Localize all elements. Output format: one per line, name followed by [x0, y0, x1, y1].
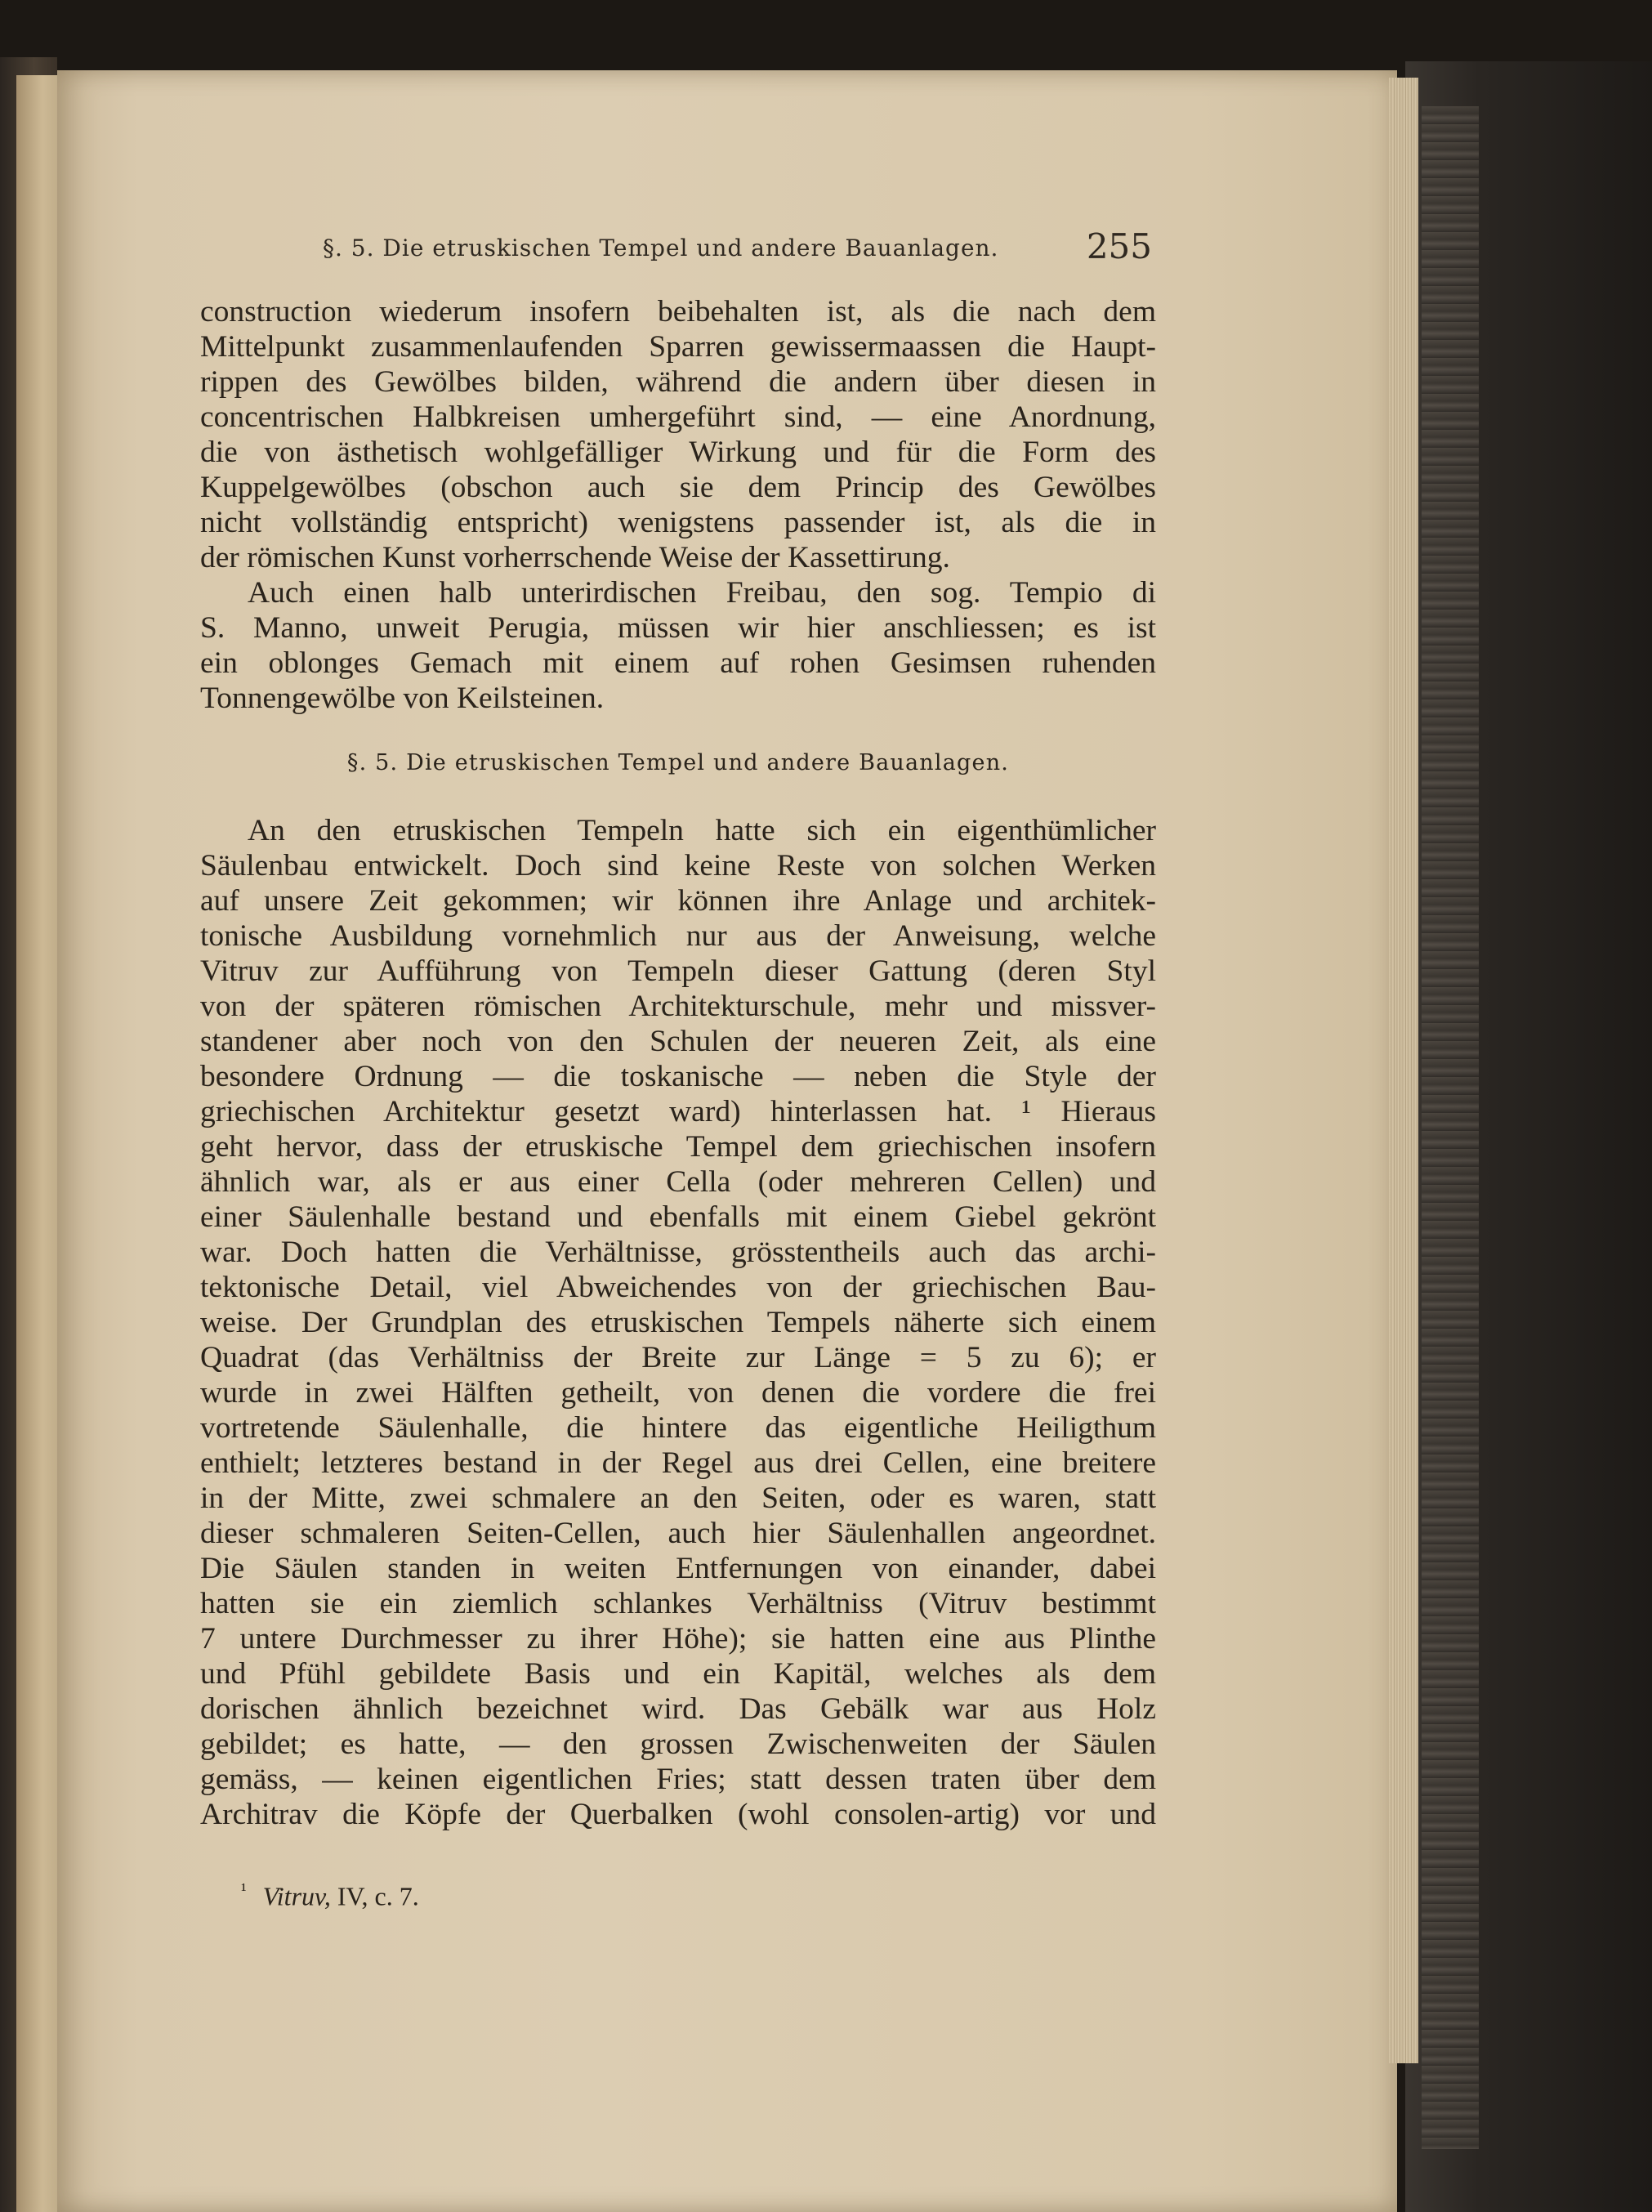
- text-line: auf unsere Zeit gekommen; wir können ihre Anlage und architek-: [200, 884, 1156, 918]
- text-line: und Pfühl gebildete Basis und ein Kapitäl, welches als dem: [200, 1657, 1156, 1691]
- text-line: weise. Der Grundplan des etruskischen Tempels näherte sich einem: [200, 1306, 1156, 1339]
- text-line: die von ästhetisch wohlgefälliger Wirkung und für die Form des: [200, 436, 1156, 469]
- text-line: gemäss, — keinen eigentlichen Fries; statt dessen traten über dem: [200, 1763, 1156, 1796]
- footnote-author: Vitruv,: [262, 1881, 331, 1911]
- paragraph-tempio: [200, 575, 1156, 716]
- footnote: [241, 1879, 419, 1912]
- paragraph-etruscan-temples: [200, 813, 1156, 1832]
- text-line: rippen des Gewölbes bilden, während die andern über diesen in: [200, 365, 1156, 399]
- text-line: Auch einen halb unterirdischen Freibau, den sog. Tempio di: [248, 576, 1156, 610]
- text-line: enthielt; letzteres bestand in der Regel aus drei Cellen, eine breitere: [200, 1446, 1156, 1480]
- text-line: S. Manno, unweit Perugia, müssen wir hier anschliessen; es ist: [200, 611, 1156, 645]
- text-line: vortretende Säulenhalle, die hintere das eigentliche Heiligthum: [200, 1411, 1156, 1445]
- text-line: einer Säulenhalle bestand und ebenfalls mit einem Giebel gekrönt: [200, 1200, 1156, 1234]
- body-text: [200, 294, 1156, 1832]
- text-line: geht hervor, dass der etruskische Tempel dem griechischen insofern: [200, 1130, 1156, 1164]
- text-line: griechischen Architektur gesetzt ward) hinterlassen hat. ¹ Hieraus: [200, 1095, 1156, 1128]
- text-line: concentrischen Halbkreisen umhergeführt sind, — eine Anordnung,: [200, 400, 1156, 434]
- text-line: An den etruskischen Tempeln hatte sich ein eigenthümlicher: [248, 814, 1156, 847]
- text-line: in der Mitte, zwei schmalere an den Seiten, oder es waren, statt: [200, 1481, 1156, 1515]
- text-line: tektonische Detail, viel Abweichendes von der griechischen Bau-: [200, 1271, 1156, 1304]
- text-line: wurde in zwei Hälften getheilt, von denen die vordere die frei: [200, 1376, 1156, 1410]
- text-line: ein oblonges Gemach mit einem auf rohen Gesimsen ruhenden: [200, 646, 1156, 680]
- text-line: Quadrat (das Verhältniss der Breite zur Länge = 5 zu 6); er: [200, 1341, 1156, 1374]
- text-line: besondere Ordnung — die toskanische — neben die Style der: [200, 1060, 1156, 1093]
- book-spine-edge: [1422, 106, 1479, 2149]
- text-line: nicht vollständig entspricht) wenigstens passender ist, als die in: [200, 506, 1156, 539]
- text-line: Tonnengewölbe von Keilsteinen.: [200, 681, 605, 715]
- text-line: Kuppelgewölbes (obschon auch sie dem Princip des Gewölbes: [200, 471, 1156, 504]
- running-head-title: §. 5. Die etruskischen Tempel und andere Bauanlagen.: [323, 235, 999, 261]
- text-line: construction wiederum insofern beibehalten ist, als die nach dem: [200, 295, 1156, 328]
- text-line: Die Säulen standen in weiten Entfernungen von einander, dabei: [200, 1552, 1156, 1585]
- footnote-mark: ¹: [241, 1879, 247, 1900]
- footnote-reference: IV, c. 7.: [337, 1881, 419, 1911]
- text-line: hatten sie ein ziemlich schlankes Verhältniss (Vitruv bestimmt: [200, 1587, 1156, 1620]
- page-stack-edges: [1389, 78, 1418, 2063]
- text-line: Mittelpunkt zusammenlaufenden Sparren gewissermaassen die Haupt-: [200, 330, 1156, 364]
- text-line: war. Doch hatten die Verhältnisse, grösstentheils auch das archi-: [200, 1236, 1156, 1269]
- text-line: Vitruv zur Aufführung von Tempeln dieser Gattung (deren Styl: [200, 954, 1156, 988]
- running-head: [323, 226, 1152, 267]
- text-line: 7 untere Durchmesser zu ihrer Höhe); sie hatten eine aus Plinthe: [200, 1622, 1156, 1656]
- text-line: gebildet; es hatte, — den grossen Zwischenweiten der Säulen: [200, 1727, 1156, 1761]
- text-line: von der späteren römischen Architekturschule, mehr und missver-: [200, 990, 1156, 1023]
- text-line: Architrav die Köpfe der Querbalken (wohl consolen-artig) vor und: [200, 1798, 1156, 1831]
- section-heading: §. 5. Die etruskischen Tempel und andere Bauanlagen.: [346, 750, 1010, 775]
- text-line: ähnlich war, als er aus einer Cella (oder mehreren Cellen) und: [200, 1165, 1156, 1199]
- text-line: Säulenbau entwickelt. Doch sind keine Reste von solchen Werken: [200, 849, 1156, 883]
- page-number: 255: [1086, 226, 1152, 266]
- text-line: dorischen ähnlich bezeichnet wird. Das Gebälk war aus Holz: [200, 1692, 1156, 1726]
- text-line: standener aber noch von den Schulen der neueren Zeit, als eine: [200, 1025, 1156, 1058]
- text-line: der römischen Kunst vorherrschende Weise der Kassettirung.: [200, 541, 950, 574]
- text-line: tonische Ausbildung vornehmlich nur aus der Anweisung, welche: [200, 919, 1156, 953]
- text-line: dieser schmaleren Seiten-Cellen, auch hier Säulenhallen angeordnet.: [200, 1517, 1156, 1550]
- paragraph-continued: [200, 294, 1156, 575]
